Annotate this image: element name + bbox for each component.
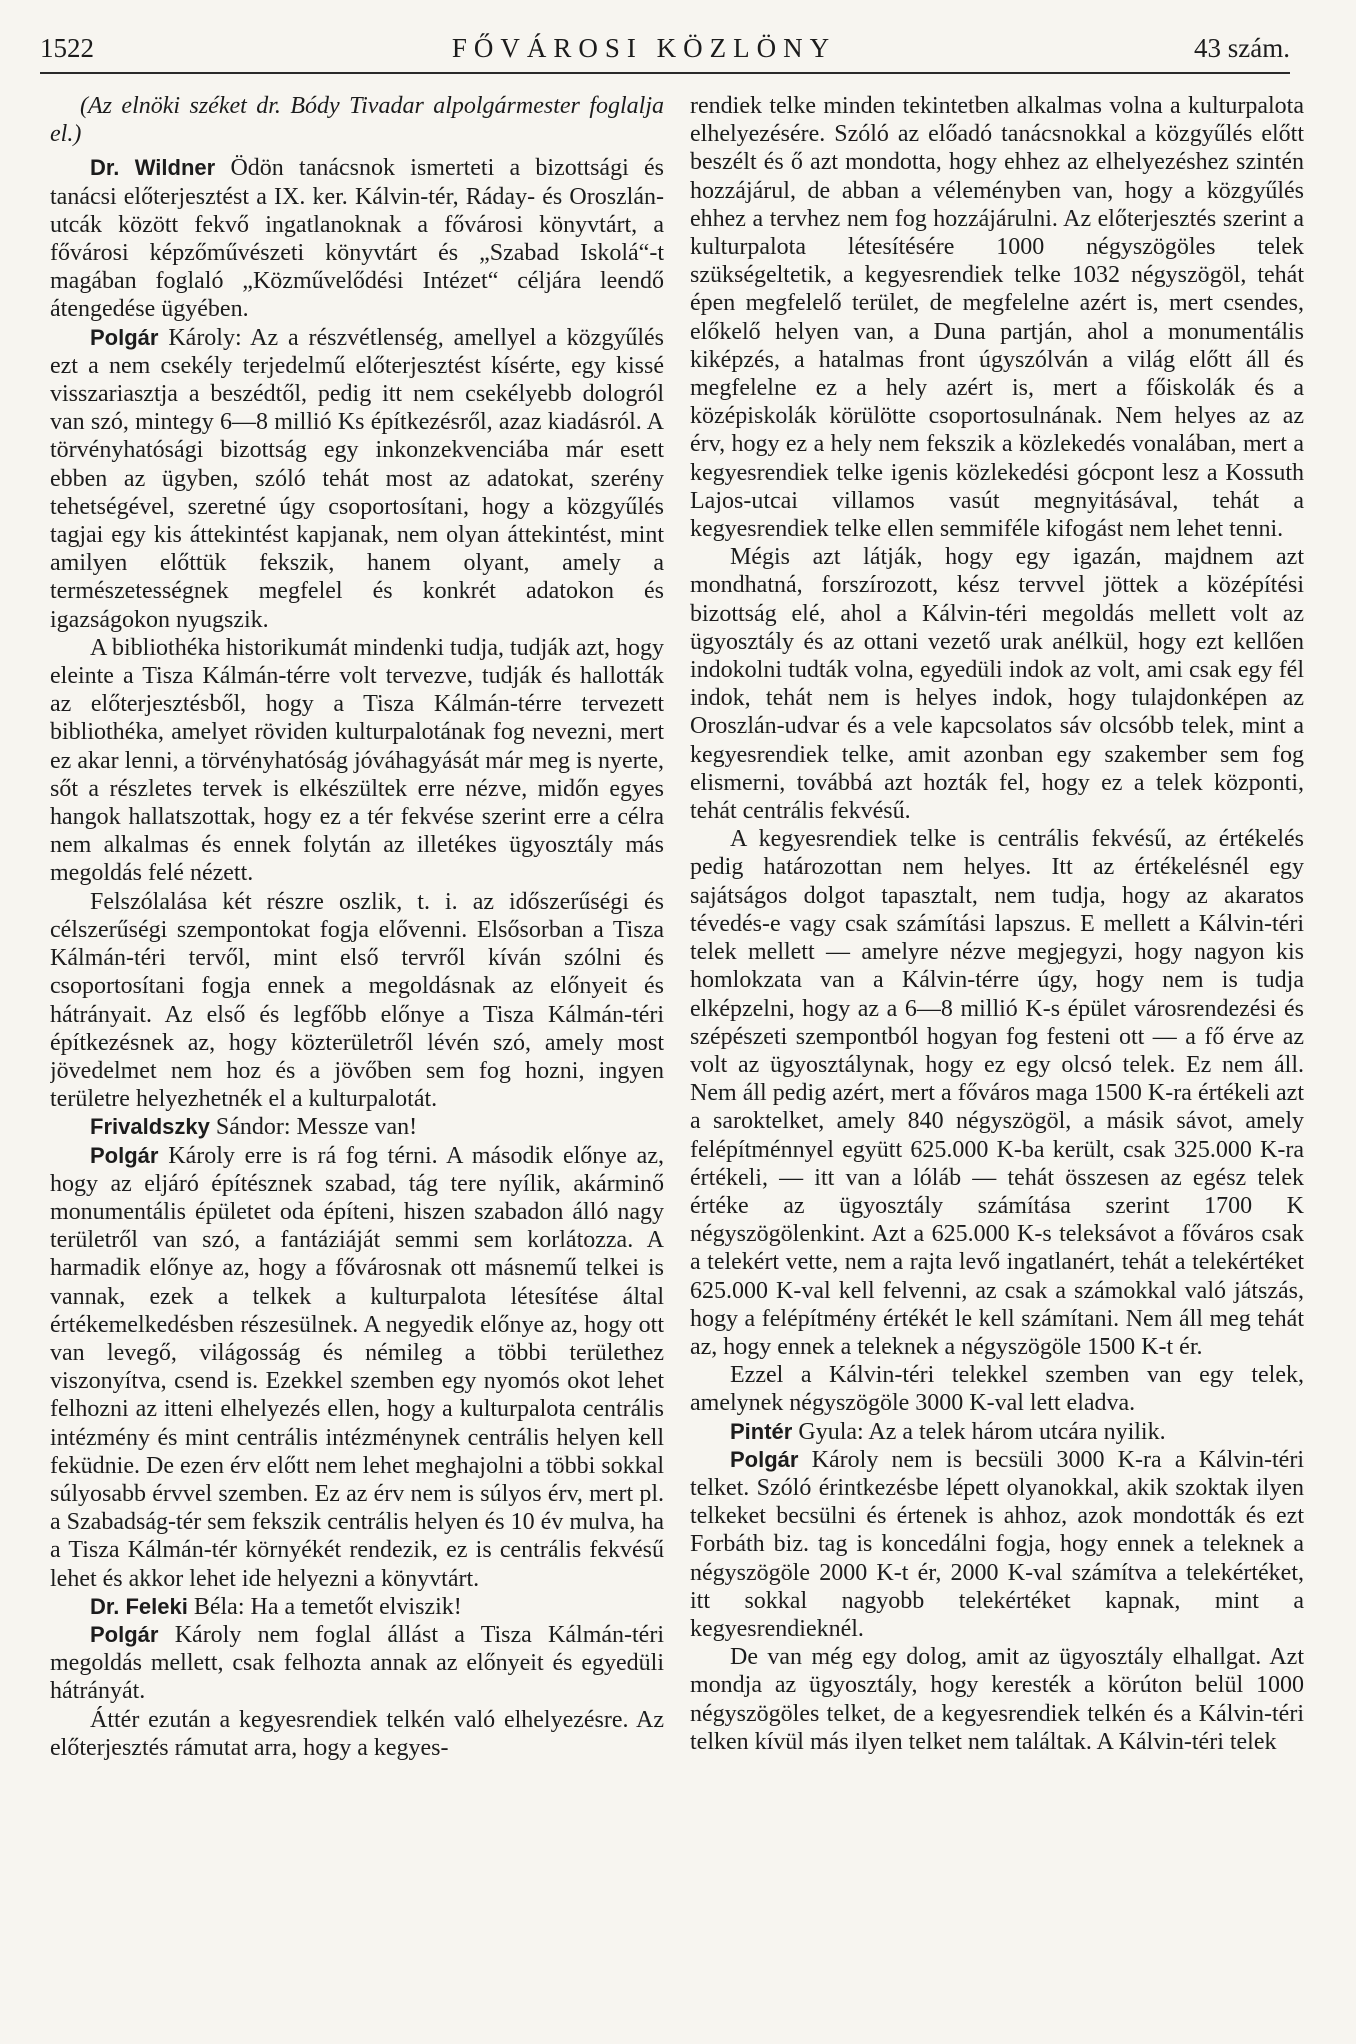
speaker-name: Polgár [90,1621,159,1647]
page-header [40,30,1290,66]
paragraph: Polgár Károly nem is becsüli 3000 K-ra a Kálvin-téri telket. Szóló érintkezésbe lépett olyanokkal, akik szoktak ilyen telkeket becsülni és értenek is ahhoz, azok mondották és ezt Forbáth biz. tag is koncedálni fogja, hogy ennek a teleknek a négyszögöle 2000 K-t ér, 2000 K-val számítva a telekértéket, itt sokkal nagyobb telekértéket kapnak, mint a kegyesrendieknél. [690,1446,1304,1642]
speaker-name: Frivaldszky [90,1114,210,1140]
paragraph: De van még egy dolog, amit az ügyosztály elhallgat. Azt mondja az ügyosztály, hogy keresték a körúton belül 1000 négyszögöles telket, de a kegyesrendiek telkén és a Kálvin-téri telken kívül más ilyen telket nem találtak. A Kálvin-téri telek [690,1644,1304,1755]
speaker-name: Polgár [90,1142,159,1168]
journal-title: FŐVÁROSI KÖZLÖNY [451,32,837,63]
paragraph: Mégis azt látják, hogy egy igazán, majdnem azt mondhatná, forszírozott, kész tervvel jöttek a középítési bizottság elé, ahol a Kálvin-téri megoldás mellett volt az ügyosztály és az ottani vezető urak anélkül, hogy ezt kellően indokolni tudták volna, egyedüli indok az volt, ami csak egy fél indok, tehát nem is helyes indok, hogy tulajdonképen az Oroszlán-udvar és a vele kapcsolatos sáv olcsóbb telek, mint a kegyesrendiek telke, amit azonban egy szakember sem fog elismerni, továbbá azt hozták fel, hogy ez a telek központi, tehát centrális fekvésű. [690,544,1304,825]
paragraph: A kegyesrendiek telke is centrális fekvésű, az értékelés pedig határozottan nem helyes. Itt az értékelésnél egy sajátságos dolgot tapasztalt, nem tudja, hogy az akaratos tévedés-e vagy csak számítási lapszus. E mellett a Kálvin-téri telek mellett — amelyre nézve megjegyzi, hogy nagyon kis homlokzata van a Kálvin-térre úgy, hogy nem is tudja elképzelni, hogy az a 6—8 millió K-s épület városrendezési és szépészeti szempontból hogyan fog festeni ott — a fő érve az volt az ügyosztálynak, hogy ez egy olcsó telek. Ez nem áll. Nem áll pedig azért, mert a főváros maga 1500 K-ra értékeli azt a saroktelket, amely 840 négyszögöl, a másik sávot, amely felépítménnyel együtt 625.000 K-ba került, csak 325.000 K-ra értékeli, — itt van a lóláb — tehát összesen az egész telek értéke az ügyosztály számítása szerint 1700 K négyszögölenkint. Azt a 625.000 K-s teleksávot a főváros csak a telekért vette, nem a rajta levő ingatlanért, tehát a telekértéket 625.000 K-val kell felvenni, az csak a számokkal való játszás, hogy a felépítmény értékét le kell számítani. Nem áll meg tehát az, hogy ennek a teleknek a négyszögöle 1500 K-t ér. [690,826,1304,1360]
left-column [50,92,664,2022]
issue-number: 43 szám. [1194,32,1290,63]
speaker-name: Polgár [90,324,159,350]
paragraph: Dr. Feleki Béla: Ha a temetőt elviszik! [90,1593,462,1620]
paragraph: Felszólalása két részre oszlik, t. i. az időszerűségi és célszerűségi szempontokat fogja elővenni. Elsősorban a Tisza Kálmán-téri tervől, mint első tervről kíván szólni és csoportosítani fogja ennek a megoldásnak az előnyeit és hátrányait. Az első és legfőbb előnye a Tisza Kálmán-téri építkezésnek az, hogy közterületről lévén szó, amely most jövedelmet nem hoz és a jövőben sem fog hozni, ingyen területre helyezhetnék el a kulturpalotát. [50,888,664,1113]
speaker-name: Dr. Wildner [90,155,216,181]
page-number: 1522 [40,32,94,63]
paragraph: Frivaldszky Sándor: Messze van! [90,1114,418,1141]
chair-note: (Az elnöki széket dr. Bódy Tivadar alpolgármester foglalja el.) [50,93,664,148]
paragraph: Polgár Károly nem foglal állást a Tisza Kálmán-téri megoldás mellett, csak felhozta annak az előnyeit és egyedüli hátrányát. [50,1621,664,1705]
paragraph: Polgár Károly erre is rá fog térni. A második előnye az, hogy az eljáró építésznek szabad, tág tere nyílik, akárminő monumentális épületet oda építeni, hiszen szabadon álló nagy területről van szó, a fantáziáját semmi sem korlátozza. A harmadik előnye az, hogy a fővárosnak ott másnemű telkei is vannak, ezek a telkek a kulturpalota létesítése által értékemelkedésben részesülnek. A negyedik előnye az, hogy ott van levegő, világosság és némileg a többi területhez viszonyítva, csend is. Ezekkel szemben egy nyomós okot lehet felhozni az itteni elhelyezés ellen, hogy a kulturpalota centrális intézmény és mint centrális intézménynek centrális helyen kell feküdnie. De ezen érv előtt nem lehet meghajolni a többi sokkal súlyosabb érvvel szemben. Ez az érv nem is súlyos érv, mert pl. a Szabadság-tér sem fekszik centrális helyen és 10 év mulva, ha a Tisza Kálmán-tér környékét rendezik, ez is centrális fekvésű lehet és akkor lehet ide helyezni a könyvtárt. [50,1142,664,1592]
paragraph: Ezzel a Kálvin-téri telekkel szemben van egy telek, amelynek négyszögöle 3000 K-val lett eladva. [690,1362,1304,1417]
speaker-name: Pintér [730,1418,793,1444]
paragraph: Pintér Gyula: Az a telek három utcára nyilik. [730,1418,1166,1445]
right-column [690,92,1304,2022]
speaker-name: Dr. Feleki [90,1593,188,1619]
paragraph: rendiek telke minden tekintetben alkalmas volna a kulturpalota elhelyezésére. Szóló az előadó tanácsnokkal a közgyűlés előtt beszélt és ő azt mondotta, hogy ehhez az elhelyezéshez szintén hozzájárul, de abban a véleményben van, hogy a közgyűlés ehhez a tervhez nem fog hozzájárulni. Az előterjesztés szerint a kulturpalota létesítésére 1000 négyszögöles telek szükségeltetik, a kegyesrendiek telke 1032 négyszögöl, tehát épen megfelelő terület, de megfelelne azért is, mert csendes, előkelő helyen van, a Duna partján, ahol a monumentális kiképzés, a hatalmas front úgyszólván a világ előtt áll és megfelelne ez a hely azért is, mert a főiskolák és a középiskolák körülötte csoportosulnának. Nem helyes az az érv, hogy ez a hely nem fekszik a közlekedés vonalában, mert a kegyesrendiek telke igenis közlekedési gócpont lesz a Kossuth Lajos-utcai villamos vasút megnyitásával, tehát a kegyesrendiek telke ellen semmiféle kifogást nem lehet tenni. [690,93,1304,543]
paragraph: A bibliothéka historikumát mindenki tudja, tudják azt, hogy eleinte a Tisza Kálmán-térre volt tervezve, tudják és hallották az előterjesztésből, hogy a Tisza Kálmán-térre tervezett bibliothéka, amelyet röviden kulturpalotának fog nevezni, mert ez akar lenni, a törvényhatóság jóváhagyását már meg is nyerte, sőt a részletes tervek is elkészültek erre nézve, midőn egyes hangok hallatszottak, hogy ez a tér fekvése szerint erre a célra nem alkalmas és ennek folytán az illetékes ügyosztály más megoldás felé nézett. [50,634,664,887]
speaker-name: Polgár [730,1446,799,1472]
paragraph: Áttér ezután a kegyesrendiek telkén való elhelyezésre. Az előterjesztés rámutat arra, hogy a kegyes- [50,1706,664,1761]
paragraph: Dr. Wildner Ödön tanácsnok ismerteti a bizottsági és tanácsi előterjesztést a IX. ker. Kálvin-tér, Ráday- és Oroszlán-utcák között fekvő ingatlanoknak a fővárosi könyvtárt, a fővárosi képzőművészeti könyvtárt és „Szabad Iskolá“-t magában foglaló „Közművelődési Intézet“ céljára leendő átengedése ügyében. [50,155,664,323]
paragraph: Polgár Károly: Az a részvétlenség, amellyel a közgyűlés ezt a nem csekély terjedelmű előterjesztést kísérte, egy kissé visszariasztja a beszédtől, pedig itt nem csekélyebb dologról van szó, mintegy 6—8 millió Ks építkezésről, azaz kiadásról. A törvényhatósági bizottság egy inkonzekvenciába már esett ebben az ügyben, szóló tehát most az adatokat, szerény tehetségével, szeretné úgy csoportosítani, hogy a közgyűlés tagjai egy kis áttekintést kapjanak, nem olyan áttekintést, mint amilyen előttük fekszik, hanem olyant, amely a természetességnek megfelel és konkrét adatokon és igazságokon nyugszik. [50,324,664,633]
header-rule [40,72,1290,74]
